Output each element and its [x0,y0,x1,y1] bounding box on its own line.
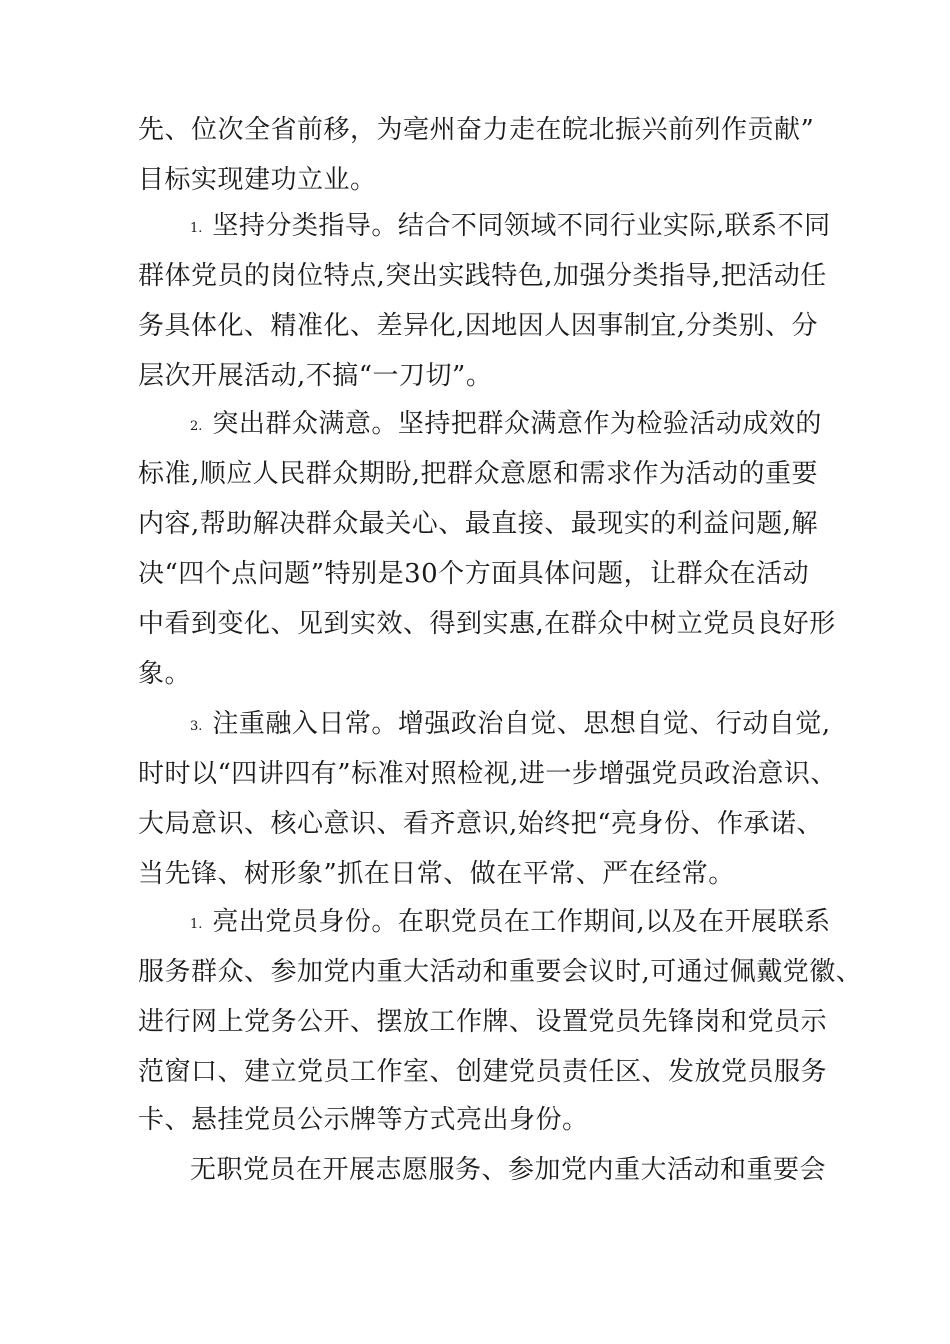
text-line: 坚持分类指导。结合不同领域不同行业实际,联系不同 [212,211,831,241]
text-line: 卡、悬挂党员公示牌等方式亮出身份。 [138,1105,589,1135]
text-line: 中看到变化、见到实效、得到实惠,在群众中树立党员良好形 [138,609,836,639]
text-line: 服务群众、参加党内重大活动和重要会议时,可通过佩戴党徽、 [138,957,863,987]
text-line: 进行网上党务公开、摆放工作牌、设置党员先锋岗和党员示 [138,1007,828,1037]
text-line: 目标实现建功立业。 [138,165,377,195]
text-line: 标准,顺应人民群众期盼,把群众意愿和需求作为活动的重要 [138,459,819,489]
list-number: 3. [190,719,203,734]
list-number: 1. [190,917,203,932]
list-number: 1. [190,221,203,236]
text-line: 内容,帮助解决群众最关心、最直接、最现实的利益问题,解 [138,509,819,539]
text-line: 当先锋、树形象”抓在日常、做在平常、严在经常。 [138,859,735,889]
text-line: 决“四个点问题”特别是30个方面具体问题，让群众在活动 [138,559,810,589]
list-number: 2. [190,419,203,434]
text-line: 突出群众满意。坚持把群众满意作为检验活动成效的 [212,409,822,439]
text-line: 范窗口、建立党员工作室、创建党员责任区、发放党员服务 [138,1057,828,1087]
text-line: 群体党员的岗位特点,突出实践特色,加强分类指导,把活动任 [138,261,827,291]
text-line: 亮出党员身份。在职党员在工作期间,以及在开展联系 [212,907,831,937]
text-line: 务具体化、精准化、差异化,因地因人因事制宜,分类别、分 [138,311,819,341]
numbered-line [190,408,822,443]
text-line: 层次开展活动,不搞“一刀切”。 [138,361,493,391]
text-line: 先、位次全省前移，为亳州奋力走在皖北振兴前列作贡献” [138,115,815,145]
numbered-line [190,906,831,941]
text-line: 注重融入日常。增强政治自觉、思想自觉、行动自觉, [212,709,831,739]
numbered-line [190,210,831,245]
numbered-line [190,708,831,743]
text-line: 象。 [138,659,192,689]
text-line: 无职党员在开展志愿服务、参加党内重大活动和重要会 [190,1155,827,1185]
text-line: 大局意识、核心意识、看齐意识,始终把“亮身份、作承诺、 [138,809,824,839]
text-line: 时时以“四讲四有”标准对照检视,进一步增强党员政治意识、 [138,759,837,789]
